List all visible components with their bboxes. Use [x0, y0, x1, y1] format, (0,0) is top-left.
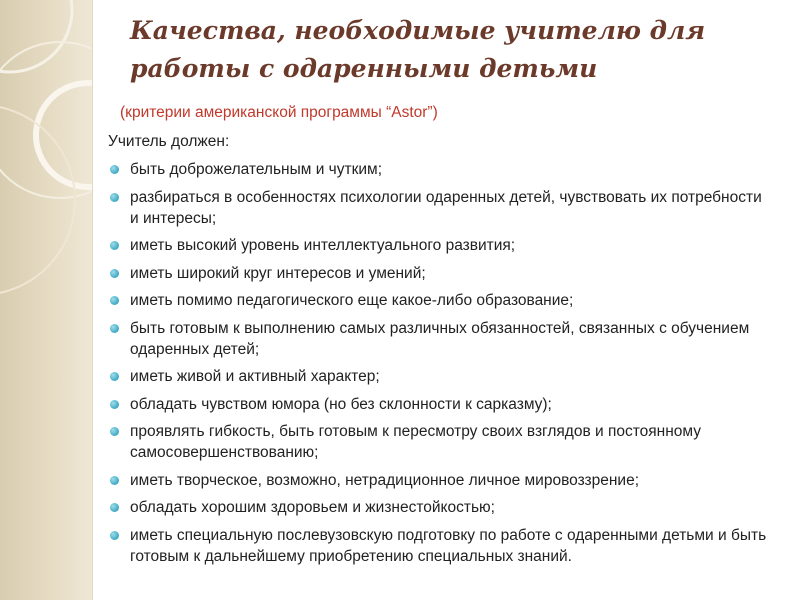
bullet-dot-icon	[110, 324, 119, 333]
bullet-dot-icon	[110, 400, 119, 409]
list-item-text: иметь творческое, возможно, нетрадиционное личное мировоззрение;	[130, 471, 639, 489]
bullet-dot-icon	[110, 476, 119, 485]
list-item	[108, 263, 768, 284]
decorative-left-band	[0, 0, 92, 600]
bullet-dot-icon	[110, 427, 119, 436]
list-item	[108, 497, 768, 518]
list-item-text: иметь высокий уровень интеллектуального развития;	[130, 237, 516, 254]
list-item	[108, 525, 768, 567]
bullet-dot-icon	[110, 296, 119, 305]
list-item-text: быть готовым к выполнению самых различных обязанностей, связанных с обучением одаренных детей;	[130, 319, 750, 358]
decorative-circles-icon	[0, 0, 92, 600]
list-item	[108, 394, 768, 415]
bullet-dot-icon	[110, 531, 119, 540]
list-item	[108, 366, 768, 387]
list-item-text: иметь специальную послевузовскую подготовку по работе с одаренными детьми и быть готовым к дальнейшему приобретению специальных знаний.	[130, 526, 767, 565]
bullet-dot-icon	[110, 193, 119, 202]
bullet-dot-icon	[110, 372, 119, 381]
list-item	[108, 318, 768, 360]
list-item	[108, 470, 768, 491]
subtitle: (критерии американской программы “Astor”)	[120, 104, 438, 121]
bullet-dot-icon	[110, 241, 119, 250]
list-item-text: обладать хорошим здоровьем и жизнестойкостью;	[130, 499, 495, 516]
title-line-1: Качества, необходимые учителю для	[130, 16, 706, 45]
list-item	[108, 187, 768, 229]
list-item-text: иметь помимо педагогического еще какое-либо образование;	[130, 292, 574, 309]
list-item	[108, 290, 768, 311]
list-item-text: быть доброжелательным и чутким;	[130, 161, 383, 178]
title-line-2: работы с одаренными детьми	[130, 54, 598, 83]
list-item-text: обладать чувством юмора (но без склонности к сарказму);	[130, 395, 552, 413]
slide-title	[130, 12, 770, 88]
list-item-text: иметь широкий круг интересов и умений;	[130, 264, 426, 282]
list-item	[108, 235, 768, 256]
list-item-text: иметь живой и активный характер;	[130, 368, 380, 385]
bullet-dot-icon	[110, 165, 119, 174]
intro-text: Учитель должен:	[108, 133, 230, 150]
list-item	[108, 159, 768, 180]
band-divider	[92, 0, 93, 600]
list-item-text: проявлять гибкость, быть готовым к пересмотру своих взглядов и постоянному самосовершенствованию;	[130, 423, 701, 461]
list-item-text: разбираться в особенностях психологии одаренных детей, чувствовать их потребности и интересы;	[130, 188, 762, 227]
bullet-list	[108, 159, 768, 573]
bullet-dot-icon	[110, 503, 119, 512]
bullet-dot-icon	[110, 269, 119, 278]
list-item	[108, 421, 768, 463]
